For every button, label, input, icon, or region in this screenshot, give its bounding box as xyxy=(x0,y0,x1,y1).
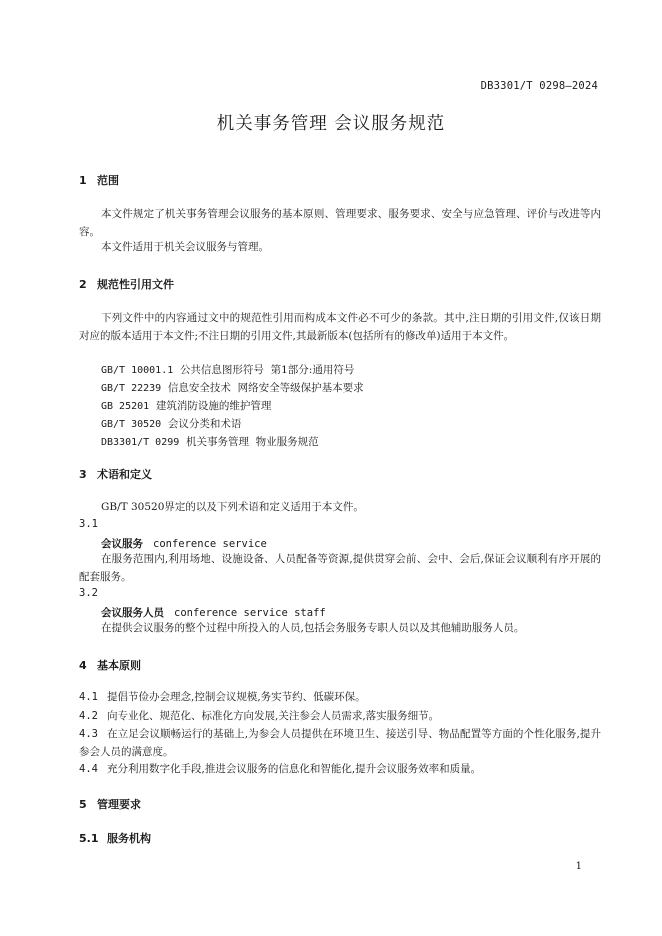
section-heading xyxy=(79,657,141,673)
term-definition: 在提供会议服务的整个过程中所投入的人员,包括会务服务专职人员以及其他辅助服务人员。 xyxy=(101,622,525,634)
section-heading xyxy=(79,172,119,188)
reference-item xyxy=(101,434,319,449)
clause xyxy=(79,760,601,778)
section-title: 管理要求 xyxy=(97,798,141,811)
section-number: 1 xyxy=(79,174,87,187)
term-definition: 在服务范围内,利用场地、设施设备、人员配备等资源,提供贯穿会前、会中、会后,保证会议顺利有序开展的配套服务。 xyxy=(79,553,601,583)
term-zh: 会议服务人员 xyxy=(101,607,164,619)
clause-number: 4.3 xyxy=(79,728,98,740)
paragraph: 下列文件中的内容通过文中的规范性引用而构成本文件必不可少的条款。其中,注日期的引用文件,仅该日期对应的版本适用于本文件;不注日期的引用文件,其最新版本(包括所有的修改单)适用于本文件。 xyxy=(79,312,601,342)
reference-item xyxy=(101,416,241,431)
term-zh: 会议服务 xyxy=(101,538,143,550)
reference-item xyxy=(101,380,364,395)
reference-name: 建筑消防设施的维护管理 xyxy=(155,400,272,412)
reference-code: DB3301/T 0299 xyxy=(101,437,180,448)
term-heading xyxy=(101,536,267,551)
reference-code: GB/T 22239 xyxy=(101,383,162,394)
clause xyxy=(79,688,601,706)
clause-number: 4.4 xyxy=(79,763,98,775)
term-en: conference service xyxy=(153,538,267,550)
term-en: conference service staff xyxy=(174,607,326,619)
section-number: 5 xyxy=(79,798,87,811)
section-title: 范围 xyxy=(97,174,119,187)
section-heading xyxy=(79,796,141,812)
reference-name: 信息安全技术 网络安全等级保护基本要求 xyxy=(167,382,364,394)
subsection-heading xyxy=(79,830,151,846)
paragraph: 本文件适用于机关会议服务与管理。 xyxy=(101,241,269,253)
section-number: 2 xyxy=(79,278,87,291)
clause-text: 提倡节俭办会理念,控制会议规模,务实节约、低碳环保。 xyxy=(107,691,366,703)
standard-code: DB3301/T 0298—2024 xyxy=(480,80,598,92)
reference-code: GB/T 10001.1 xyxy=(101,365,174,376)
clause xyxy=(79,707,601,725)
section-heading xyxy=(79,466,152,482)
reference-name: 机关事务管理 物业服务规范 xyxy=(185,436,319,448)
reference-item xyxy=(101,362,354,377)
section-number: 3 xyxy=(79,468,87,481)
clause xyxy=(79,725,601,761)
clause-text: 向专业化、规范化、标准化方向发展,关注参会人员需求,落实服务细节。 xyxy=(107,710,440,722)
clause-text: 充分利用数字化手段,推进会议服务的信息化和智能化,提升会议服务效率和质量。 xyxy=(107,763,482,775)
reference-item xyxy=(101,398,271,413)
document-title: 机关事务管理 会议服务规范 xyxy=(216,114,446,134)
clause-text: 在立足会议顺畅运行的基础上,为参会人员提供在环境卫生、接送引导、物品配置等方面的个性化服务,提升参会人员的满意度。 xyxy=(79,728,601,758)
term-number: 3.1 xyxy=(79,518,98,530)
term-heading xyxy=(101,605,326,620)
reference-name: 公共信息图形符号 第1部分:通用符号 xyxy=(179,364,355,376)
reference-name: 会议分类和术语 xyxy=(167,418,242,430)
section-heading xyxy=(79,276,174,292)
section-title: 术语和定义 xyxy=(97,468,152,481)
clause-number: 4.1 xyxy=(79,691,98,703)
section-number: 4 xyxy=(79,659,87,672)
subsection-title: 服务机构 xyxy=(107,832,151,845)
paragraph: 本文件规定了机关事务管理会议服务的基本原则、管理要求、服务要求、安全与应急管理、评价与改进等内容。 xyxy=(79,208,601,238)
reference-code: GB/T 30520 xyxy=(101,419,162,430)
section-title: 基本原则 xyxy=(97,659,141,672)
paragraph: GB/T 30520界定的以及下列术语和定义适用于本文件。 xyxy=(101,501,364,513)
reference-code: GB 25201 xyxy=(101,401,150,412)
section-title: 规范性引用文件 xyxy=(97,278,174,291)
term-number: 3.2 xyxy=(79,587,98,599)
subsection-number: 5.1 xyxy=(79,832,99,845)
page-number: 1 xyxy=(575,861,582,872)
clause-number: 4.2 xyxy=(79,710,98,722)
